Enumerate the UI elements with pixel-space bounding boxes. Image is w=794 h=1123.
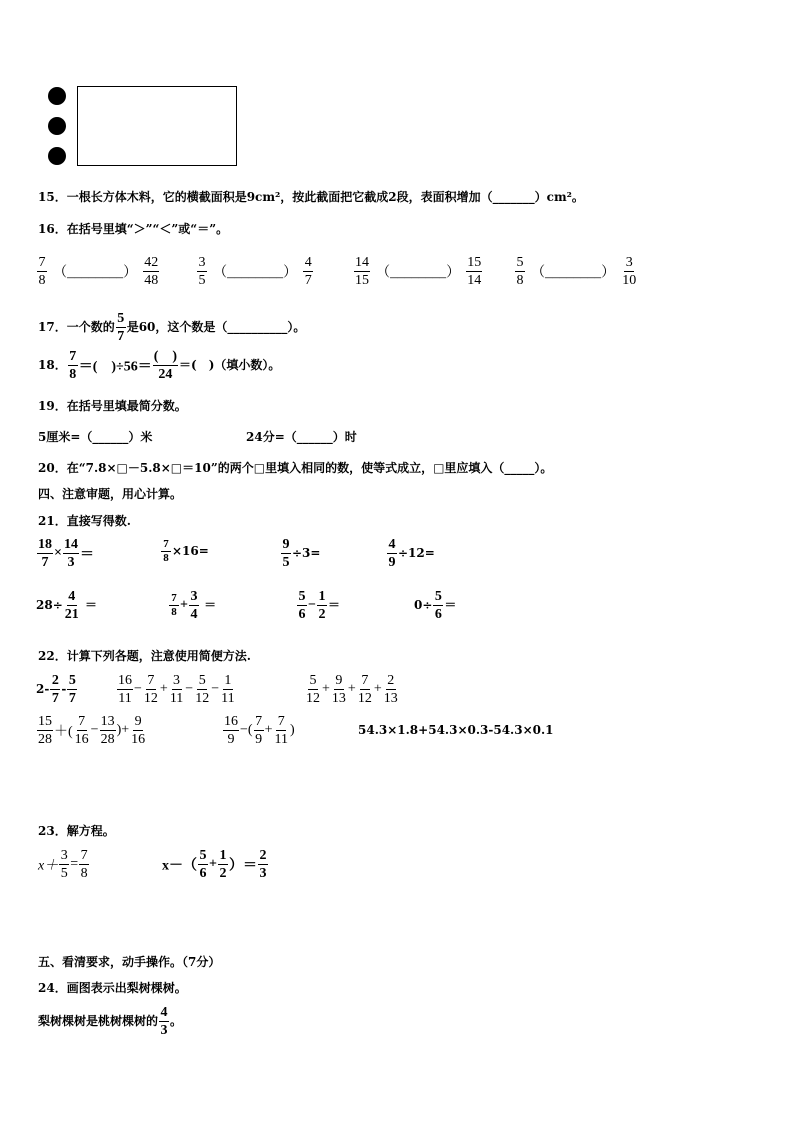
q16-pair-1: $\frac{7}{8}$ （________） $\frac{42}{48}$ [38, 255, 159, 288]
q21-item-1: $\frac{18}{7}$ × $\frac{14}{3}$ ＝ [38, 537, 94, 570]
question-20: 20．在“7.8×□－5.8×□＝10”的两个□里填入相同的数，使等式成立，□里应填入（_____）。 [38, 461, 553, 475]
q21-item-5: 28÷ $\frac{4}{21}$ ＝ [36, 589, 97, 622]
question-19-a: 5厘米=（______）米 [38, 430, 153, 444]
q22-expr-2: $\frac{16}{11}$ − $\frac{7}{12}$ + $\frac{3}{11}$ − $\frac{5}{12}$ − $\frac{1}{11}$ [118, 673, 235, 706]
question-18: 18． $\frac{7}{8}$ ＝( )÷56＝ $\frac{( )}{24}$ ＝( )（填小数）。 [38, 349, 281, 382]
q16-pair-2: $\frac{3}{5}$ （________） $\frac{4}{7}$ [198, 255, 312, 288]
question-17: 17．一个数的 $\frac{5}{7}$ 是60，这个数是（__________）。 [38, 311, 306, 344]
q23-equation-2: x－（ $\frac{5}{6}$ + $\frac{1}{2}$ ）＝ $\frac{2}{3}$ [162, 848, 267, 881]
question-24-statement: 梨树棵树是桃树棵树的 $\frac{4}{3}$ 。 [38, 1005, 183, 1038]
question-24-title: 24．画图表示出梨树棵树。 [38, 981, 187, 995]
q23-equation-1: x＋ $\frac{3}{5}$ = $\frac{7}{8}$ [38, 848, 88, 881]
question-22-title: 22．计算下列各题，注意使用简便方法. [38, 649, 251, 663]
question-16-title: 16．在括号里填“＞”“＜”或“＝”。 [38, 222, 229, 236]
q22-expr-5: $\frac{16}{9}$ −( $\frac{7}{9}$ + $\frac{7}{11}$ ) [224, 714, 295, 747]
question-21-title: 21．直接写得数. [38, 514, 131, 528]
q16-pair-4: $\frac{5}{8}$ （________） $\frac{3}{10}$ [516, 255, 637, 288]
binding-dot-2 [48, 117, 66, 135]
answer-box [77, 86, 237, 166]
q22-expr-3: $\frac{5}{12}$ + $\frac{9}{13}$ + $\frac{7}{12}$ + $\frac{2}{13}$ [306, 673, 398, 706]
q21-item-4: $\frac{4}{9}$ ÷12= [388, 537, 435, 570]
binding-dot-3 [48, 147, 66, 165]
question-15: 15．一根长方体木料，它的横截面积是9cm²，按此截面把它截成2段，表面积增加（_______）cm²。 [38, 190, 584, 204]
q21-item-8: 0÷ $\frac{5}{6}$ ＝ [414, 589, 457, 622]
q22-expr-4: $\frac{15}{28}$ ＋( $\frac{7}{16}$ − $\frac{13}{28}$ )+ $\frac{9}{16}$ [38, 714, 146, 747]
q21-item-7: $\frac{5}{6}$ − $\frac{1}{2}$ ＝ [298, 589, 340, 622]
question-19-title: 19．在括号里填最简分数。 [38, 399, 187, 413]
q16-pair-3: $\frac{14}{15}$ （________） $\frac{15}{14}$ [355, 255, 482, 288]
q22-expr-6: 54.3×1.8+54.3×0.3-54.3×0.1 [358, 723, 554, 737]
section-5-heading: 五、看清要求，动手操作。（7分） [38, 955, 221, 969]
q22-expr-1: 2- $\frac{2}{7}$ - $\frac{5}{7}$ [36, 673, 76, 706]
q21-item-3: $\frac{9}{5}$ ÷3= [282, 537, 321, 570]
q21-item-6: $\frac{7}{8}$ + $\frac{3}{4}$ ＝ [168, 588, 216, 623]
binding-dot-1 [48, 87, 66, 105]
question-19-b: 24分=（______）时 [246, 430, 357, 444]
question-23-title: 23．解方程。 [38, 824, 115, 838]
q21-item-2: $\frac{7}{8}$ ×16= [160, 538, 209, 565]
section-4-heading: 四、注意审题，用心计算。 [38, 487, 183, 501]
